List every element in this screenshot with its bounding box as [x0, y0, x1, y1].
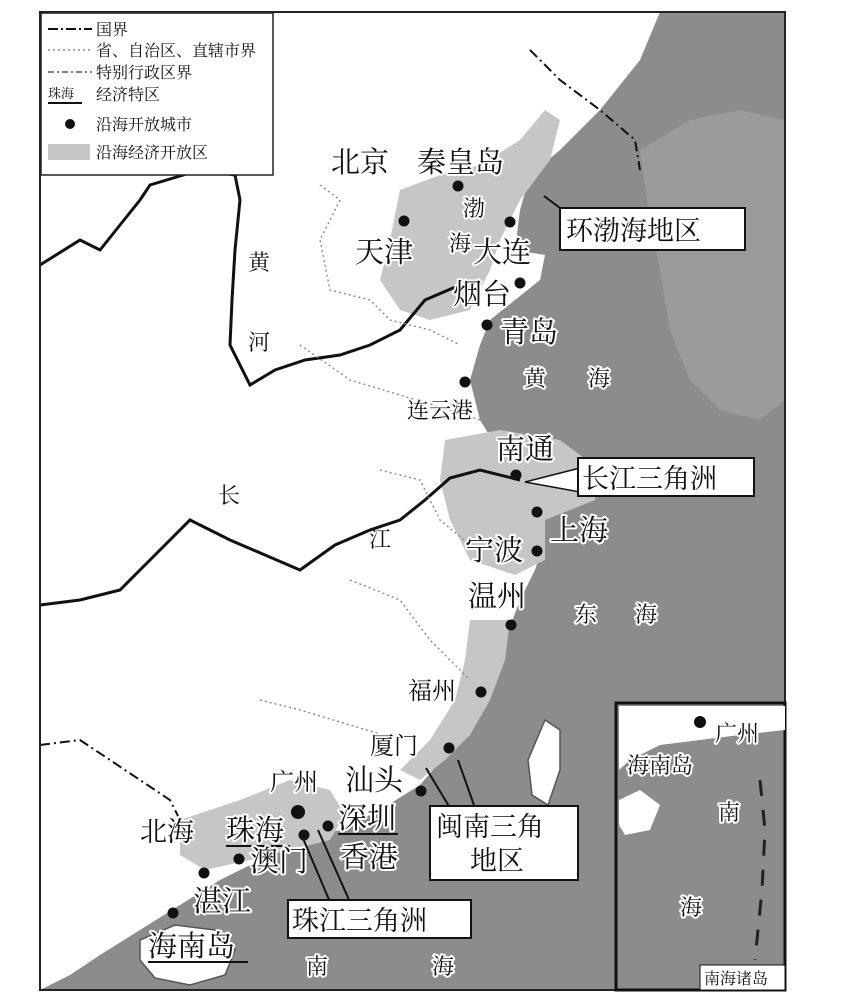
city-label-xiamen: 厦门 [370, 732, 418, 760]
sea-label-bohai-1: 渤 [463, 197, 486, 222]
sea-label-yellow-2: 海 [588, 367, 611, 392]
city-label-fuzhou: 福州 [408, 677, 456, 705]
callout-minnan-label-2: 地区 [470, 846, 524, 877]
city-label-ningbo: 宁波 [465, 533, 524, 567]
dot-fuzhou [476, 687, 487, 698]
legend-sez: 经济特区 [96, 85, 161, 104]
city-label-hainan: 海南岛 [148, 929, 236, 963]
dot-guangzhou [291, 805, 305, 819]
river-label-huang-1: 黄 [248, 251, 271, 276]
sea-label-south-2: 海 [432, 955, 455, 980]
river-label-chang-2: 江 [369, 528, 392, 553]
city-label-qingdao: 青岛 [500, 315, 559, 349]
dot-nantong [511, 470, 522, 481]
legend-open-zone: 沿海经济开放区 [96, 143, 209, 162]
legend-open-city: 沿海开放城市 [96, 115, 193, 134]
dot-qinhuangdao [453, 181, 464, 192]
city-label-beijing: 北京 [331, 145, 390, 179]
river-label-chang-1: 长 [218, 484, 241, 509]
city-label-tianjin: 天津 [355, 235, 414, 269]
sea-label-east-2: 海 [635, 603, 658, 628]
city-label-beihai: 北海 [140, 817, 194, 848]
dot-zhanjiang [168, 908, 179, 919]
sea-label-yellow-1: 黄 [524, 367, 547, 392]
sea-label-east-1: 东 [575, 603, 598, 628]
legend-sar-border: 特别行政区界 [96, 63, 193, 82]
river-label-huang-2: 河 [248, 331, 271, 356]
city-label-lianyungang: 连云港 [407, 399, 474, 424]
dot-shanghai [532, 507, 543, 518]
city-label-shanghai: 上海 [550, 513, 609, 547]
city-label-zhanjiang: 湛江 [193, 884, 252, 918]
callout-yangtze-label: 长江三角洲 [582, 464, 717, 495]
dot-beihai [199, 868, 210, 879]
legend-sez-sample: 珠海 [48, 87, 75, 102]
city-label-yantai: 烟台 [453, 277, 512, 311]
dot-shenzhen [323, 821, 334, 832]
inset-dot-guangzhou [694, 716, 706, 728]
inset-label-nan: 南 [718, 801, 741, 826]
callout-bohai-label: 环渤海地区 [566, 216, 701, 247]
inset-map [616, 703, 785, 990]
legend-provincial-border: 省、自治区、直辖市界 [96, 41, 257, 60]
dot-ningbo [532, 546, 543, 557]
dot-xiamen [444, 743, 455, 754]
city-label-shenzhen: 深圳 [338, 801, 397, 835]
dot-dalian [505, 217, 516, 228]
inset-label-hainan: 海南岛 [627, 754, 694, 779]
legend [41, 13, 273, 175]
dot-yantai [515, 278, 526, 289]
inset-caption: 南海诸岛 [704, 969, 769, 988]
city-label-wenzhou: 温州 [468, 579, 527, 613]
city-label-hongkong: 香港 [340, 840, 399, 874]
legend-open-zone-swatch [48, 144, 90, 160]
callout-pearl-label: 珠江三角洲 [292, 906, 427, 937]
dot-qingdao [482, 320, 493, 331]
sea-label-bohai-2: 海 [449, 232, 472, 257]
legend-open-city-dot [65, 119, 75, 129]
city-label-guangzhou: 广州 [270, 768, 318, 796]
city-label-dalian: 大连 [473, 235, 532, 269]
dot-wenzhou [506, 620, 517, 631]
legend-national-border: 国界 [96, 20, 129, 39]
dot-macau [234, 854, 245, 865]
inset-label-guangzhou: 广州 [715, 722, 760, 747]
city-label-zhuhai: 珠海 [226, 813, 285, 847]
dot-shantou [416, 786, 427, 797]
sea-label-south-1: 南 [306, 955, 329, 980]
callout-minnan-label-1: 闽南三角 [436, 812, 544, 843]
city-label-macau: 澳门 [250, 844, 309, 878]
dot-tianjin [399, 216, 410, 227]
dot-lianyungang [460, 377, 471, 388]
city-label-qinhuangdao: 秦皇岛 [417, 145, 505, 179]
city-label-nantong: 南通 [496, 432, 555, 466]
city-label-shantou: 汕头 [345, 763, 404, 797]
inset-label-hai: 海 [680, 896, 703, 921]
